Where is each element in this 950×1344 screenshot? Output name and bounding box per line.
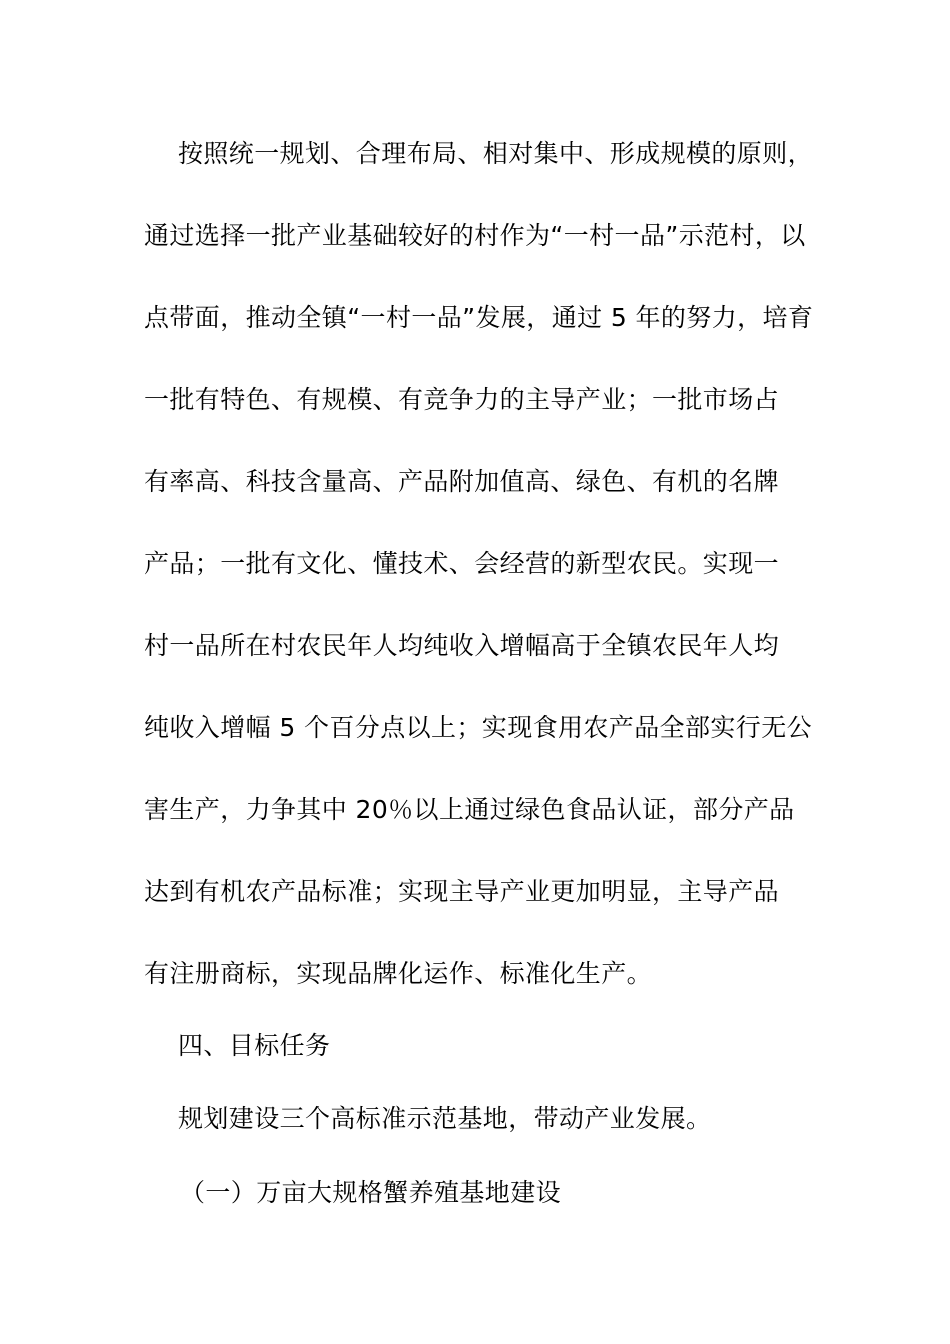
paragraph-line-5: 有率高、科技含量高、产品附加值高、绿色、有机的名牌 (144, 467, 780, 496)
paragraph-line-10: 达到有机农产品标准；实现主导产业更加明显，主导产品 (144, 877, 780, 906)
section-heading: 四、目标任务 (178, 1031, 331, 1060)
paragraph-line-8: 纯收入增幅 5 个百分点以上；实现食用农产品全部实行无公 (144, 713, 813, 742)
paragraph-line-1: 按照统一规划、合理布局、相对集中、形成规模的原则， (178, 139, 814, 168)
paragraph-line-4: 一批有特色、有规模、有竞争力的主导产业；一批市场占 (144, 385, 780, 414)
paragraph-line-2: 通过选择一批产业基础较好的村作为“一村一品”示范村，以 (144, 221, 806, 250)
paragraph-line-6: 产品；一批有文化、懂技术、会经营的新型农民。实现一 (144, 549, 780, 578)
paragraph-line-11: 有注册商标，实现品牌化运作、标准化生产。 (144, 959, 653, 988)
paragraph-line-9: 害生产，力争其中 20％以上通过绿色食品认证，部分产品 (144, 795, 795, 824)
paragraph-line-7: 村一品所在村农民年人均纯收入增幅高于全镇农民年人均 (144, 631, 780, 660)
subsection-heading: （一）万亩大规格蟹养殖基地建设 (180, 1178, 562, 1207)
section-intro: 规划建设三个高标准示范基地，带动产业发展。 (178, 1104, 712, 1133)
paragraph-line-3: 点带面，推动全镇“一村一品”发展，通过 5 年的努力，培育 (144, 303, 814, 332)
